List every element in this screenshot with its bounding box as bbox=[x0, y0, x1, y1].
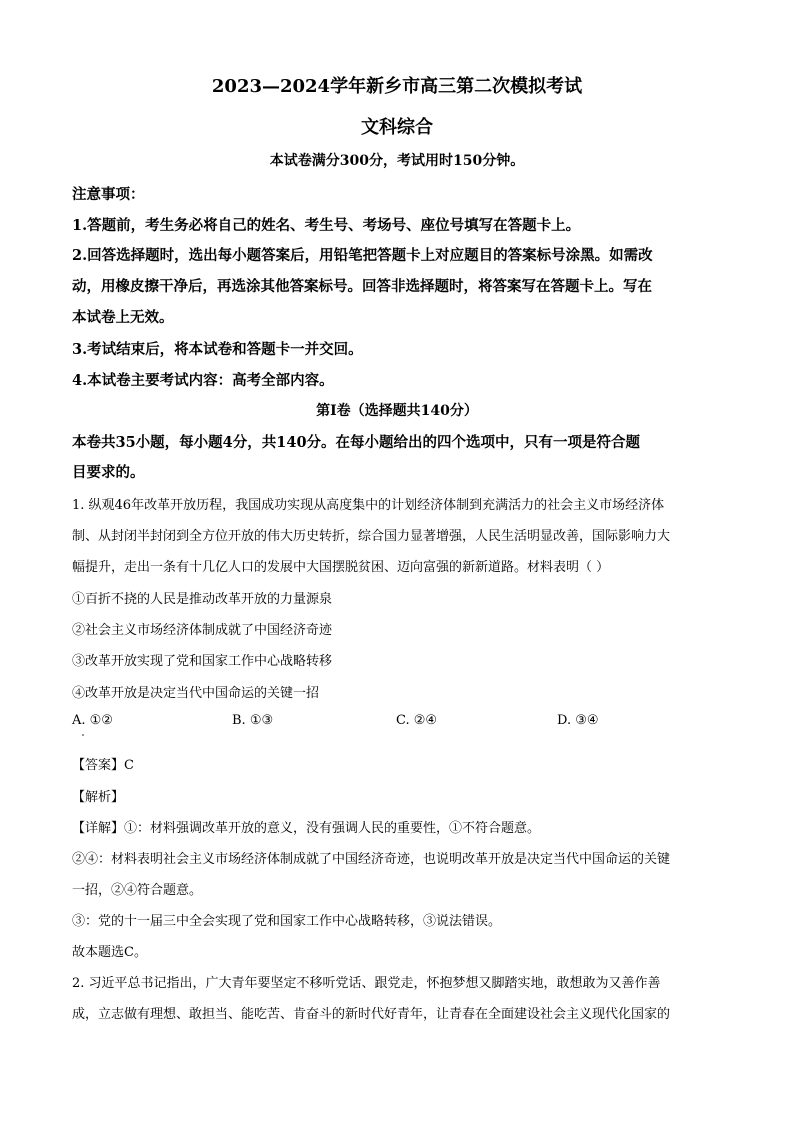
notice-item-3: 3.考试结束后，将本试卷和答题卡一并交回。 bbox=[72, 341, 363, 358]
q1-statement-2: ②社会主义市场经济体制成就了中国经济奇迹 bbox=[72, 623, 333, 638]
q1-stem-line-3: 幅提升，走出一条有十几亿人口的发展中大国摆脱贫困、迈向富强的新新道路。材料表明（ ） bbox=[72, 560, 610, 575]
q1-statement-1: ①百折不挠的人民是推动改革开放的力量源泉 bbox=[72, 592, 333, 607]
notice-item-1: 1.答题前，考生务必将自己的姓名、考生号、考场号、座位号填写在答题卡上。 bbox=[72, 217, 581, 234]
q1-analysis-label: 【解析】 bbox=[72, 790, 125, 805]
q1-detail-1: 【详解】①：材料强调改革开放的意义，没有强调人民的重要性，①不符合题意。 bbox=[72, 821, 541, 836]
notice-item-2-line-3: 本试卷上无效。 bbox=[72, 309, 174, 326]
q1-detail-3: ③：党的十一届三中全会实现了党和国家工作中心战略转移，③说法错误。 bbox=[72, 914, 502, 929]
stray-mark bbox=[82, 734, 84, 736]
notice-item-2-line-1: 2.回答选择题时，选出每小题答案后，用铅笔把答题卡上对应题目的答案标号涂黑。如需改 bbox=[72, 247, 653, 264]
q1-detail-2-line-2: 一招，②④符合题意。 bbox=[72, 883, 203, 898]
q2-stem-line-1: 2. 习近平总书记指出，广大青年要坚定不移听党话、跟党走，怀抱梦想又脚踏实地，敢想敢为又善作善 bbox=[72, 976, 661, 991]
q1-stem-line-1: 1. 纵观46年改革开放历程，我国成功实现从高度集中的计划经济体制到充满活力的社会主义市场经济体 bbox=[72, 498, 665, 513]
subject-title: 文科综合 bbox=[361, 117, 433, 138]
section-instruction-line-1: 本卷共35小题，每小题4分，共140分。在每小题给出的四个选项中，只有一项是符合题 bbox=[72, 434, 641, 451]
q1-answer: 【答案】C bbox=[72, 758, 134, 773]
notice-heading: 注意事项： bbox=[72, 186, 145, 203]
exam-title: 2023—2024学年新乡市高三第二次模拟考试 bbox=[211, 76, 583, 97]
q1-option-c: C. ②④ bbox=[396, 713, 438, 728]
notice-item-4: 4.本试卷主要考试内容：高考全部内容。 bbox=[72, 372, 334, 389]
section-instruction-line-2: 目要求的。 bbox=[72, 464, 145, 481]
section-heading: 第Ⅰ卷（选择题共140分） bbox=[316, 403, 478, 419]
q1-option-a: A. ①② bbox=[72, 713, 113, 728]
q1-stem-line-2: 制、从封闭半封闭到全方位开放的伟大历史转折，综合国力显著增强，人民生活明显改善，国际影响力大 bbox=[72, 529, 671, 544]
q1-conclusion: 故本题选C。 bbox=[72, 945, 147, 960]
exam-info: 本试卷满分300分，考试用时150分钟。 bbox=[269, 153, 525, 169]
q1-statement-4: ④改革开放是决定当代中国命运的关键一招 bbox=[72, 686, 320, 701]
q1-option-d: D. ③④ bbox=[557, 713, 599, 728]
q1-option-b: B. ①③ bbox=[232, 713, 274, 728]
q1-detail-2-line-1: ②④：材料表明社会主义市场经济体制成就了中国经济奇迹，也说明改革开放是决定当代中国命运的关键 bbox=[72, 852, 671, 867]
notice-item-2-line-2: 动，用橡皮擦干净后，再选涂其他答案标号。回答非选择题时，将答案写在答题卡上。写在 bbox=[72, 278, 652, 295]
q2-stem-line-2: 成，立志做有理想、敢担当、能吃苦、肯奋斗的新时代好青年，让青春在全面建设社会主义现代化国家的 bbox=[72, 1007, 671, 1022]
q1-statement-3: ③改革开放实现了党和国家工作中心战略转移 bbox=[72, 654, 333, 669]
